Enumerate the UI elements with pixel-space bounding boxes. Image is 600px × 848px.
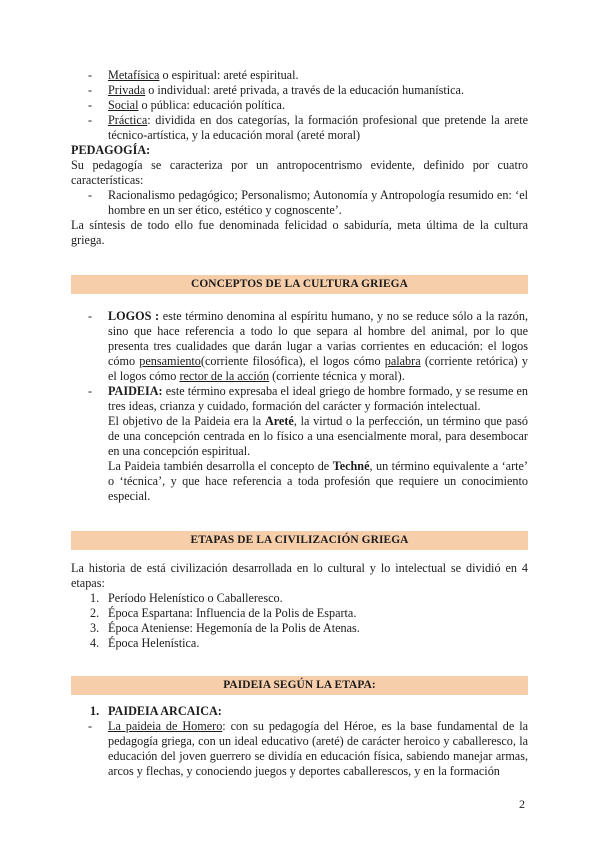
pedagogia-bullet: - Racionalismo pedagógico; Personalismo; Autonomía y Antropología resumido en: ‘el hombre en un ser ético, estético y cognoscente’. bbox=[71, 188, 528, 218]
list-item: - Social o pública: educación política. bbox=[71, 98, 528, 113]
paideia-arcaica-heading: 1. PAIDEIA ARCAICA: bbox=[90, 704, 222, 718]
section-title-conceptos: CONCEPTOS DE LA CULTURA GRIEGA bbox=[71, 275, 528, 294]
pedagogia-closing: La síntesis de todo ello fue denominada felicidad o sabiduría, meta última de la cultura griega. bbox=[71, 218, 528, 247]
page-number: 2 bbox=[519, 797, 525, 811]
list-item: 3. Época Ateniense: Hegemonía de la Polis de Atenas. bbox=[90, 621, 360, 635]
list-item: - Privada o individual: areté privada, a través de la educación humanística. bbox=[71, 83, 528, 98]
etapas-list bbox=[71, 591, 528, 651]
pedagogia-text: Su pedagogía se caracteriza por un antropocentrismo evidente, definido por cuatro características: bbox=[71, 158, 528, 187]
section-title-paideia-etapa: PAIDEIA SEGÚN LA ETAPA: bbox=[71, 676, 528, 695]
etapas-intro: La historia de está civilización desarrollada en lo cultural y lo intelectual se dividió en 4 etapas: bbox=[71, 561, 528, 590]
pedagogia-heading: PEDAGOGÍA: bbox=[71, 143, 151, 157]
paideia-arete-paragraph: El objetivo de la Paideia era la Areté, la virtud o la perfección, un término que pasó de una concepción centrada en lo físico a una esencialmente moral, para desembocar en una concepción espiritual. bbox=[108, 414, 528, 458]
list-item: 4. Época Helenística. bbox=[90, 636, 200, 650]
document-page bbox=[71, 68, 528, 779]
section-title-etapas: ETAPAS DE LA CIVILIZACIÓN GRIEGA bbox=[71, 531, 528, 550]
intro-list bbox=[71, 68, 528, 143]
paideia-techne-paragraph: La Paideia también desarrolla el concepto de Techné, un término equivalente a ‘arte’ o ‘técnica’, y que hace referencia a toda profesión que requiere un conocimiento especial. bbox=[108, 459, 528, 503]
paideia-homero-item: - La paideia de Homero: con su pedagogía del Héroe, es la base fundamental de la pedagogía griega, con un ideal educativo (areté) de carácter heroico y caballeresco, la educación del joven guerrero se dividía en educación física, sabiendo manejar armas, arcos y flechas, y conociendo juegos y deportes caballerescos, y en la formación bbox=[71, 719, 528, 779]
paideia-item: - PAIDEIA: este término expresaba el ideal griego de hombre formado, y se resume en tres ideas, crianza y cuidado, formación del carácter y formación intelectual. bbox=[71, 384, 528, 414]
logos-item: - LOGOS : este término denomina al espíritu humano, y no se reduce sólo a la razón, sino que hace referencia a todo lo que separa al hombre del animal, por lo que presenta tres cualidades que darán lugar a varias corrientes en educación: el logos cómo pensamiento(corriente filosófica), el logos cómo palabra (corriente retórica) y el logos cómo rector de la acción (corriente técnica y moral). bbox=[71, 309, 528, 384]
list-item: - Práctica: dividida en dos categorías, la formación profesional que pretende la arete técnico-artística, y la educación moral (areté moral) bbox=[71, 113, 528, 143]
list-item: 1. Período Helenístico o Caballeresco. bbox=[90, 591, 283, 605]
list-item: 2. Época Espartana: Influencia de la Polis de Esparta. bbox=[90, 606, 357, 620]
list-item: - Metafísica o espiritual: areté espiritual. bbox=[71, 68, 528, 83]
